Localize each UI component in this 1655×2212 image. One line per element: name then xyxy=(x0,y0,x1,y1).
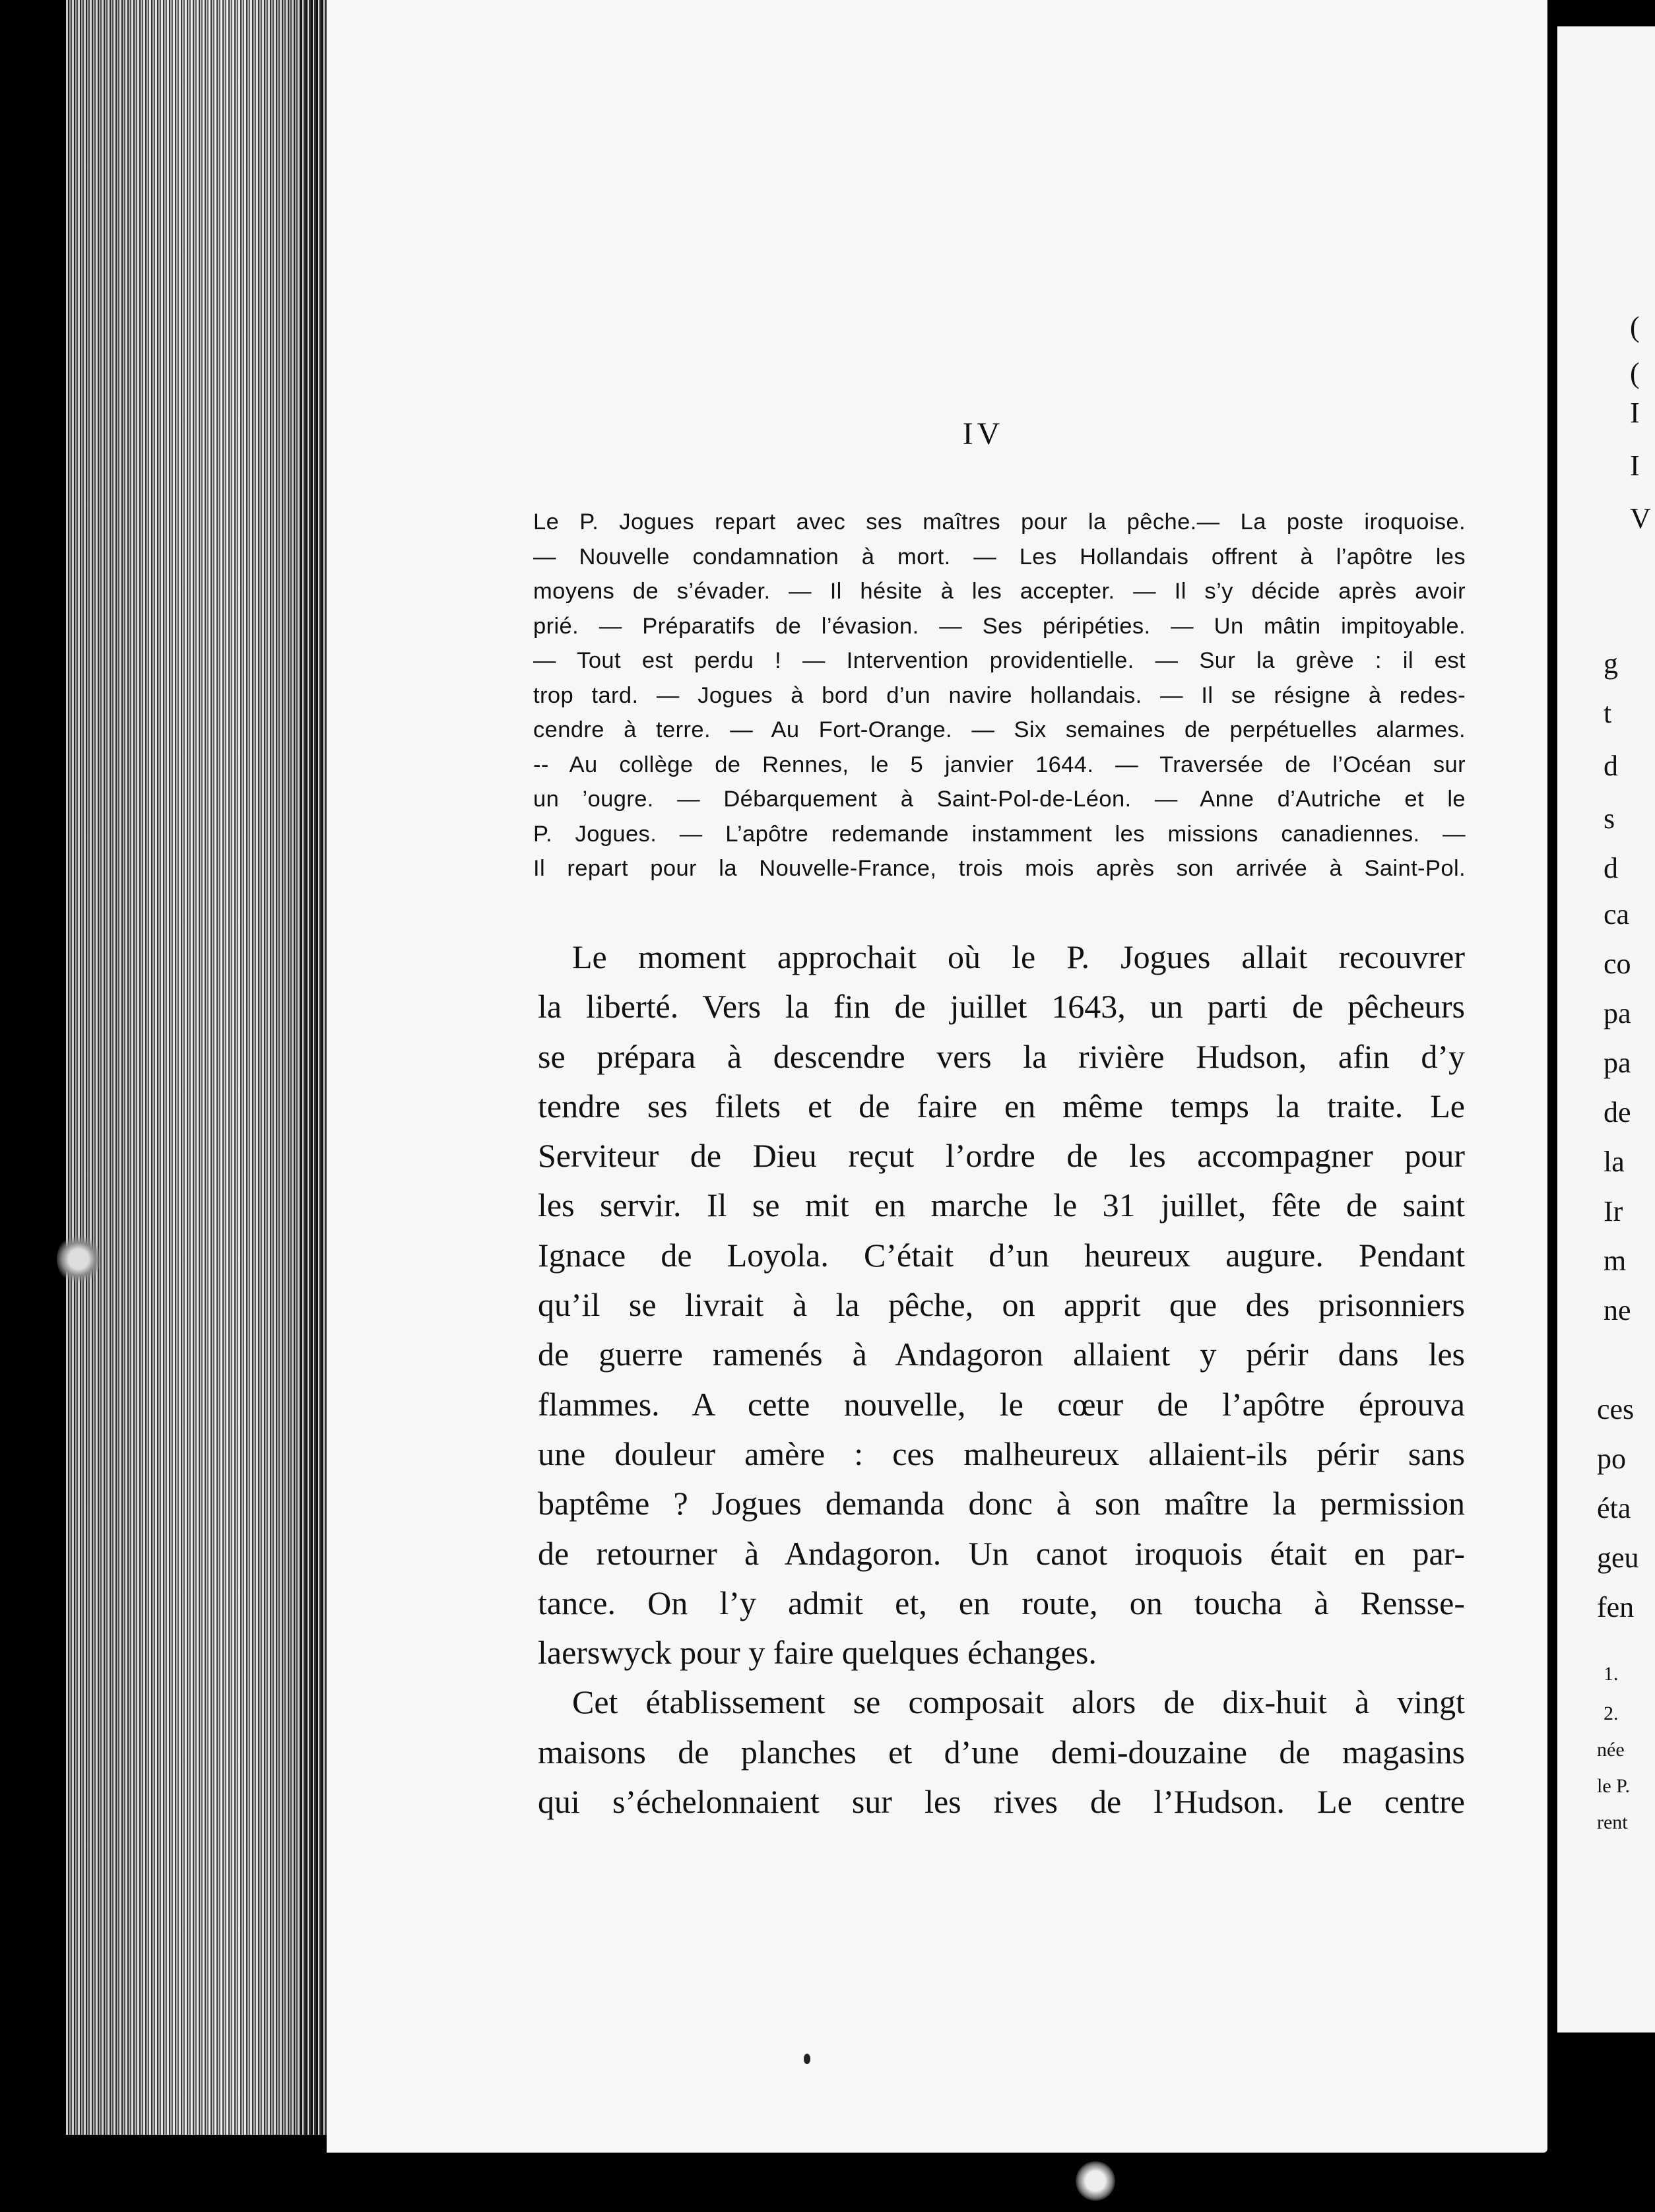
body-line: maisons de planches et d’une demi-douzaine de magasins xyxy=(538,1733,1465,1771)
facing-page-fragment: 2. xyxy=(1604,1703,1619,1724)
facing-page-fragment: geu xyxy=(1597,1542,1639,1574)
facing-page-fragment: ca xyxy=(1604,898,1630,930)
chapter-number: IV xyxy=(962,416,1004,451)
facing-page-fragment: la xyxy=(1604,1146,1625,1178)
ink-dot xyxy=(804,2054,810,2064)
page-edges-shade xyxy=(66,0,330,2135)
facing-page-fragment: s xyxy=(1604,802,1615,835)
body-line: tendre ses filets et de faire en même temps la traite. Le xyxy=(538,1087,1465,1124)
body-line: une douleur amère : ces malheureux allaient-ils périr sans xyxy=(538,1435,1465,1472)
summary-line: trop tard. — Jogues à bord d’un navire hollandais. — Il se résigne à redes- xyxy=(533,682,1466,708)
facing-page-fragment: le P. xyxy=(1597,1775,1631,1797)
chapter-summary xyxy=(533,505,1466,886)
facing-page-fragment: 1. xyxy=(1604,1663,1619,1685)
body-line: laerswyck pour y faire quelques échanges. xyxy=(538,1634,1097,1672)
facing-page-fragment: d xyxy=(1604,852,1618,884)
body-line: Serviteur de Dieu reçut l’ordre de les accompagner pour xyxy=(538,1137,1465,1175)
facing-page-fragment: co xyxy=(1604,948,1631,980)
body-line: flammes. A cette nouvelle, le cœur de l’apôtre éprouva xyxy=(538,1385,1465,1423)
facing-page-fragment: pa xyxy=(1604,1047,1631,1079)
body-line: se prépara à descendre vers la rivière Hudson, afin d’y xyxy=(538,1037,1465,1075)
body-line: Le moment approchait où le P. Jogues allait recouvrer xyxy=(572,938,1465,975)
body-line: les servir. Il se mit en marche le 31 juillet, fête de saint xyxy=(538,1187,1465,1224)
body-text xyxy=(538,932,1465,1827)
facing-page-fragment: m xyxy=(1604,1245,1627,1277)
body-line: tance. On l’y admit et, en route, on toucha à Rensse- xyxy=(538,1584,1465,1621)
smudge-mark xyxy=(57,1234,100,1284)
facing-page-fragment: rent xyxy=(1597,1811,1628,1833)
body-line: de guerre ramenés à Andagoron allaient y périr dans les xyxy=(538,1336,1465,1373)
summary-line: Le P. Jogues repart avec ses maîtres pour la pêche.— La poste iroquoise. xyxy=(533,509,1466,535)
facing-page-fragment: née xyxy=(1597,1739,1625,1761)
body-line: baptême ? Jogues demanda donc à son maître la permission xyxy=(538,1485,1465,1522)
facing-page-fragment: Ir xyxy=(1604,1195,1623,1227)
facing-page-fragment: I xyxy=(1630,397,1640,429)
body-line: qui s’échelonnaient sur les rives de l’Hudson. Le centre xyxy=(538,1783,1465,1821)
summary-line: Il repart pour la Nouvelle-France, trois mois après son arrivée à Saint-Pol. xyxy=(533,856,1466,881)
facing-page-fragment: ces xyxy=(1597,1393,1635,1425)
body-line: Cet établissement se composait alors de dix-huit à vingt xyxy=(572,1683,1465,1721)
summary-line: prié. — Préparatifs de l’évasion. — Ses péripéties. — Un mâtin impitoyable. xyxy=(533,613,1466,639)
body-line: la liberté. Vers la fin de juillet 1643, un parti de pêcheurs xyxy=(538,988,1465,1025)
summary-line: — Nouvelle condamnation à mort. — Les Hollandais offrent à l’apôtre les xyxy=(533,544,1466,569)
facing-page-text xyxy=(1597,0,1655,2046)
facing-page-fragment: t xyxy=(1604,697,1612,729)
summary-line: -- Au collège de Rennes, le 5 janvier 1644. — Traversée de l’Océan sur xyxy=(533,752,1466,777)
body-line: Ignace de Loyola. C’était d’un heureux augure. Pendant xyxy=(538,1236,1465,1274)
summary-line: cendre à terre. — Au Fort-Orange. — Six semaines de perpétuelles alarmes. xyxy=(533,717,1466,742)
facing-page-fragment: éta xyxy=(1597,1492,1631,1524)
summary-line: un ’ougre. — Débarquement à Saint-Pol-de-Léon. — Anne d’Autriche et le xyxy=(533,787,1466,812)
facing-page-fragment: V xyxy=(1630,502,1651,535)
ink-blot xyxy=(1076,2161,1115,2201)
facing-page-fragment: I xyxy=(1630,449,1640,482)
facing-page-fragment: pa xyxy=(1604,997,1631,1029)
facing-page-fragment: de xyxy=(1604,1096,1631,1128)
facing-page-fragment: fen xyxy=(1597,1591,1635,1623)
facing-page-fragment: ( xyxy=(1630,311,1640,343)
binding-shadow xyxy=(300,0,327,2135)
summary-line: moyens de s’évader. — Il hésite à les accepter. — Il s’y décide après avoir xyxy=(533,579,1466,604)
facing-page-fragment: ne xyxy=(1604,1294,1631,1326)
facing-page-fragment: ( xyxy=(1630,357,1640,389)
summary-line: P. Jogues. — L’apôtre redemande instamment les missions canadiennes. — xyxy=(533,821,1466,847)
body-line: qu’il se livrait à la pêche, on apprit que des prisonniers xyxy=(538,1286,1465,1324)
body-line: de retourner à Andagoron. Un canot iroquois était en par- xyxy=(538,1534,1465,1572)
summary-line: — Tout est perdu ! — Intervention providentielle. — Sur la grève : il est xyxy=(533,648,1466,673)
facing-page-fragment: g xyxy=(1604,647,1618,680)
facing-page-fragment: po xyxy=(1597,1443,1626,1475)
facing-page-fragment: d xyxy=(1604,750,1618,782)
